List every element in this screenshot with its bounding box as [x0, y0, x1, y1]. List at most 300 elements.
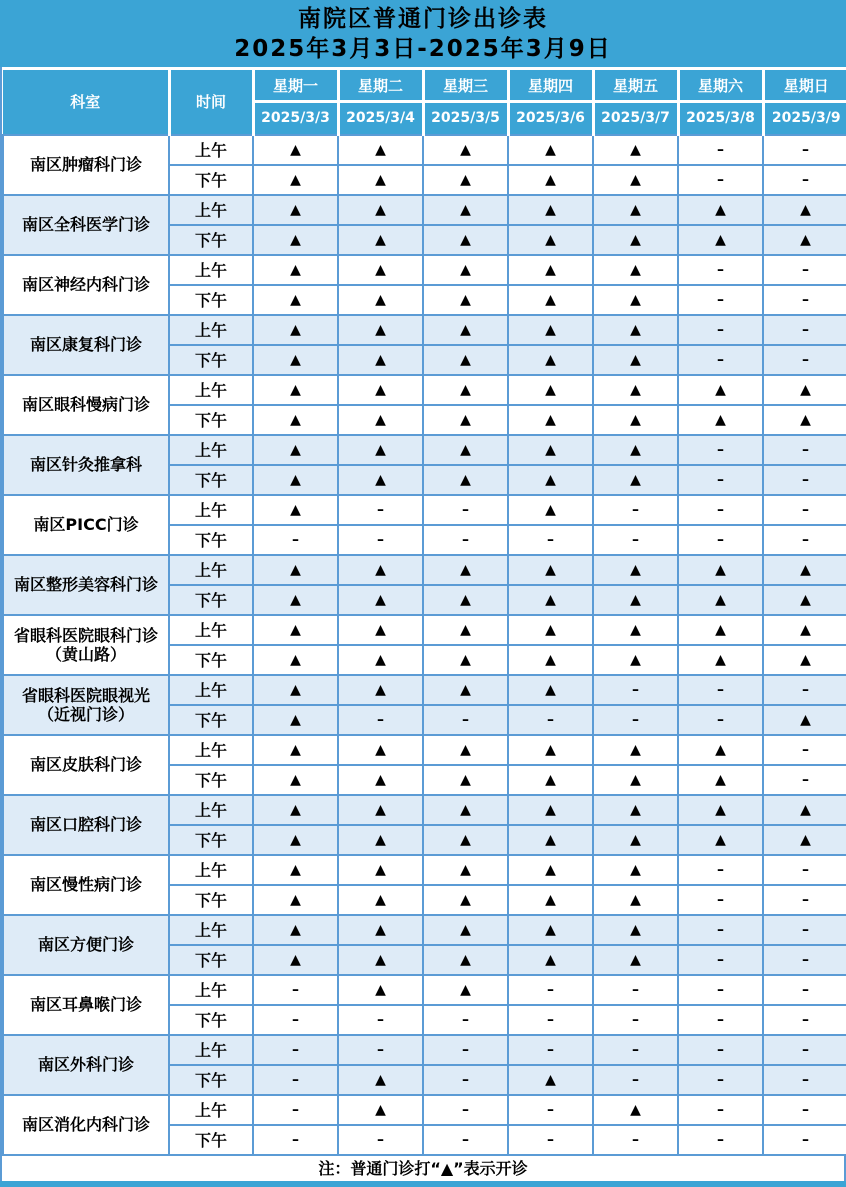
- open-mark: ▲: [253, 135, 338, 165]
- open-mark: ▲: [678, 585, 763, 615]
- session-label: 上午: [169, 675, 253, 705]
- closed-mark: –: [593, 1065, 678, 1095]
- session-label: 上午: [169, 255, 253, 285]
- department-name: [3, 375, 169, 435]
- table-row: [3, 915, 846, 945]
- closed-mark: –: [593, 975, 678, 1005]
- open-mark: ▲: [593, 1095, 678, 1125]
- open-mark: ▲: [338, 435, 423, 465]
- department-name: [3, 495, 169, 555]
- department-name: [3, 855, 169, 915]
- open-mark: ▲: [508, 465, 593, 495]
- open-mark: ▲: [253, 195, 338, 225]
- open-mark: ▲: [678, 555, 763, 585]
- closed-mark: –: [678, 1065, 763, 1095]
- department-name-line: 南区神经内科门诊: [21, 275, 150, 294]
- department-name: [3, 1095, 169, 1155]
- closed-mark: –: [508, 1125, 593, 1155]
- bottom-border-strip: [0, 1181, 846, 1187]
- open-mark: ▲: [508, 615, 593, 645]
- open-mark: ▲: [253, 405, 338, 435]
- open-mark: ▲: [338, 645, 423, 675]
- session-label: 上午: [169, 975, 253, 1005]
- closed-mark: –: [678, 945, 763, 975]
- open-mark: ▲: [338, 1095, 423, 1125]
- department-name-line: 南区整形美容科门诊: [13, 575, 158, 594]
- weekday-header: 星期日: [763, 69, 846, 102]
- open-mark: ▲: [678, 195, 763, 225]
- open-mark: ▲: [423, 345, 508, 375]
- department-name: [3, 195, 169, 255]
- open-mark: ▲: [253, 915, 338, 945]
- open-mark: ▲: [423, 375, 508, 405]
- session-label: 下午: [169, 645, 253, 675]
- open-mark: ▲: [678, 735, 763, 765]
- department-name-line: 省眼科医院眼科门诊: [13, 625, 158, 645]
- date-header: 2025/3/7: [593, 102, 678, 135]
- open-mark: ▲: [253, 735, 338, 765]
- session-label: 下午: [169, 405, 253, 435]
- open-mark: ▲: [763, 615, 846, 645]
- open-mark: ▲: [508, 675, 593, 705]
- table-row: [3, 675, 846, 705]
- closed-mark: –: [678, 855, 763, 885]
- closed-mark: –: [763, 165, 846, 195]
- closed-mark: –: [763, 675, 846, 705]
- closed-mark: –: [763, 945, 846, 975]
- open-mark: ▲: [253, 225, 338, 255]
- open-mark: ▲: [338, 195, 423, 225]
- department-name-line: 南区外科门诊: [37, 1055, 134, 1074]
- open-mark: ▲: [508, 555, 593, 585]
- closed-mark: –: [593, 495, 678, 525]
- open-mark: ▲: [593, 885, 678, 915]
- open-mark: ▲: [338, 825, 423, 855]
- closed-mark: –: [678, 675, 763, 705]
- table-row: [3, 195, 846, 225]
- open-mark: ▲: [253, 765, 338, 795]
- department-name: [3, 735, 169, 795]
- closed-mark: –: [253, 1095, 338, 1125]
- open-mark: ▲: [423, 825, 508, 855]
- weekday-header: 星期二: [338, 69, 423, 102]
- open-mark: ▲: [253, 945, 338, 975]
- open-mark: ▲: [508, 735, 593, 765]
- open-mark: ▲: [678, 615, 763, 645]
- department-name-line: （近视门诊）: [37, 704, 134, 724]
- department-name-line: （黄山路）: [45, 644, 126, 664]
- weekday-header: 星期五: [593, 69, 678, 102]
- open-mark: ▲: [253, 285, 338, 315]
- department-name-line: 南区口腔科门诊: [29, 815, 142, 834]
- open-mark: ▲: [253, 375, 338, 405]
- open-mark: ▲: [338, 1065, 423, 1095]
- open-mark: ▲: [508, 495, 593, 525]
- open-mark: ▲: [508, 795, 593, 825]
- department-name: [3, 555, 169, 615]
- open-mark: ▲: [423, 765, 508, 795]
- closed-mark: –: [678, 1005, 763, 1035]
- session-label: 下午: [169, 1125, 253, 1155]
- open-mark: ▲: [593, 555, 678, 585]
- schedule-table: [2, 67, 846, 1156]
- open-mark: ▲: [338, 315, 423, 345]
- open-mark: ▲: [338, 375, 423, 405]
- department-name-line: 南区消化内科门诊: [21, 1115, 150, 1134]
- closed-mark: –: [508, 1035, 593, 1065]
- session-label: 下午: [169, 1065, 253, 1095]
- closed-mark: –: [593, 1035, 678, 1065]
- session-label: 下午: [169, 885, 253, 915]
- schedule-table-wrap: [0, 67, 846, 1156]
- open-mark: ▲: [593, 585, 678, 615]
- open-mark: ▲: [593, 735, 678, 765]
- open-mark: ▲: [593, 225, 678, 255]
- session-label: 上午: [169, 315, 253, 345]
- open-mark: ▲: [508, 345, 593, 375]
- closed-mark: –: [763, 915, 846, 945]
- department-name: [3, 255, 169, 315]
- open-mark: ▲: [253, 585, 338, 615]
- session-label: 上午: [169, 1035, 253, 1065]
- department-name-line: 南区方便门诊: [37, 935, 134, 954]
- closed-mark: –: [338, 495, 423, 525]
- table-row: [3, 255, 846, 285]
- date-header: 2025/3/9: [763, 102, 846, 135]
- closed-mark: –: [678, 1125, 763, 1155]
- open-mark: ▲: [508, 405, 593, 435]
- open-mark: ▲: [423, 975, 508, 1005]
- open-mark: ▲: [253, 615, 338, 645]
- table-row: [3, 555, 846, 585]
- open-mark: ▲: [338, 885, 423, 915]
- closed-mark: –: [678, 915, 763, 945]
- closed-mark: –: [763, 255, 846, 285]
- open-mark: ▲: [593, 255, 678, 285]
- open-mark: ▲: [423, 585, 508, 615]
- closed-mark: –: [763, 465, 846, 495]
- closed-mark: –: [338, 705, 423, 735]
- closed-mark: –: [678, 885, 763, 915]
- closed-mark: –: [763, 975, 846, 1005]
- open-mark: ▲: [593, 195, 678, 225]
- open-mark: ▲: [253, 825, 338, 855]
- weekday-header: 星期四: [508, 69, 593, 102]
- session-label: 上午: [169, 615, 253, 645]
- open-mark: ▲: [508, 585, 593, 615]
- department-name: [3, 675, 169, 735]
- open-mark: ▲: [338, 135, 423, 165]
- closed-mark: –: [338, 1005, 423, 1035]
- closed-mark: –: [508, 705, 593, 735]
- table-body: [3, 135, 846, 1155]
- open-mark: ▲: [423, 915, 508, 945]
- table-row: [3, 1035, 846, 1065]
- date-header: 2025/3/5: [423, 102, 508, 135]
- closed-mark: –: [678, 135, 763, 165]
- open-mark: ▲: [338, 345, 423, 375]
- closed-mark: –: [678, 285, 763, 315]
- closed-mark: –: [593, 525, 678, 555]
- session-label: 下午: [169, 225, 253, 255]
- time-column-header: 时间: [169, 69, 253, 135]
- open-mark: ▲: [763, 825, 846, 855]
- department-name-line: 南区皮肤科门诊: [29, 755, 142, 774]
- closed-mark: –: [763, 885, 846, 915]
- open-mark: ▲: [508, 825, 593, 855]
- department-name-line: 南区PICC门诊: [33, 515, 139, 534]
- closed-mark: –: [253, 1035, 338, 1065]
- open-mark: ▲: [763, 645, 846, 675]
- open-mark: ▲: [338, 405, 423, 435]
- session-label: 下午: [169, 765, 253, 795]
- closed-mark: –: [678, 705, 763, 735]
- open-mark: ▲: [593, 405, 678, 435]
- open-mark: ▲: [423, 135, 508, 165]
- closed-mark: –: [338, 1125, 423, 1155]
- closed-mark: –: [678, 1035, 763, 1065]
- open-mark: ▲: [678, 225, 763, 255]
- date-header: 2025/3/4: [338, 102, 423, 135]
- table-row: [3, 315, 846, 345]
- session-label: 下午: [169, 945, 253, 975]
- open-mark: ▲: [593, 795, 678, 825]
- page-title: [0, 0, 846, 67]
- open-mark: ▲: [338, 225, 423, 255]
- session-label: 下午: [169, 705, 253, 735]
- table-row: [3, 795, 846, 825]
- open-mark: ▲: [423, 735, 508, 765]
- open-mark: ▲: [423, 195, 508, 225]
- open-mark: ▲: [338, 585, 423, 615]
- closed-mark: –: [678, 435, 763, 465]
- table-row: [3, 435, 846, 465]
- department-name-line: 南区慢性病门诊: [29, 875, 142, 894]
- department-name: [3, 795, 169, 855]
- session-label: 下午: [169, 285, 253, 315]
- closed-mark: –: [508, 1095, 593, 1125]
- open-mark: ▲: [338, 915, 423, 945]
- closed-mark: –: [423, 1125, 508, 1155]
- table-row: [3, 1095, 846, 1125]
- open-mark: ▲: [508, 915, 593, 945]
- open-mark: ▲: [338, 255, 423, 285]
- closed-mark: –: [678, 465, 763, 495]
- department-name-line: 南区全科医学门诊: [21, 215, 150, 234]
- header-weekday-row: [3, 69, 846, 102]
- open-mark: ▲: [593, 645, 678, 675]
- date-header: 2025/3/8: [678, 102, 763, 135]
- dept-column-header: 科室: [3, 69, 169, 135]
- open-mark: ▲: [678, 375, 763, 405]
- closed-mark: –: [423, 705, 508, 735]
- open-mark: ▲: [593, 615, 678, 645]
- closed-mark: –: [253, 975, 338, 1005]
- department-name: [3, 435, 169, 495]
- weekday-header: 星期一: [253, 69, 338, 102]
- open-mark: ▲: [338, 285, 423, 315]
- session-label: 下午: [169, 825, 253, 855]
- closed-mark: –: [763, 345, 846, 375]
- session-label: 上午: [169, 555, 253, 585]
- title-line1: 南院区普通门诊出诊表: [298, 5, 548, 32]
- session-label: 下午: [169, 585, 253, 615]
- table-row: [3, 375, 846, 405]
- department-name-line: 南区耳鼻喉门诊: [29, 995, 142, 1014]
- session-label: 上午: [169, 135, 253, 165]
- closed-mark: –: [678, 315, 763, 345]
- open-mark: ▲: [423, 795, 508, 825]
- open-mark: ▲: [763, 705, 846, 735]
- open-mark: ▲: [678, 765, 763, 795]
- session-label: 上午: [169, 495, 253, 525]
- department-name: [3, 135, 169, 195]
- closed-mark: –: [253, 525, 338, 555]
- closed-mark: –: [678, 255, 763, 285]
- open-mark: ▲: [338, 945, 423, 975]
- open-mark: ▲: [763, 585, 846, 615]
- closed-mark: –: [423, 525, 508, 555]
- date-header: 2025/3/6: [508, 102, 593, 135]
- open-mark: ▲: [593, 285, 678, 315]
- closed-mark: –: [593, 675, 678, 705]
- open-mark: ▲: [423, 675, 508, 705]
- department-name-line: 南区肿瘤科门诊: [29, 155, 142, 174]
- open-mark: ▲: [423, 225, 508, 255]
- closed-mark: –: [508, 525, 593, 555]
- open-mark: ▲: [508, 375, 593, 405]
- session-label: 上午: [169, 795, 253, 825]
- weekday-header: 星期三: [423, 69, 508, 102]
- open-mark: ▲: [423, 555, 508, 585]
- open-mark: ▲: [508, 135, 593, 165]
- closed-mark: –: [763, 1125, 846, 1155]
- open-mark: ▲: [763, 375, 846, 405]
- open-mark: ▲: [423, 165, 508, 195]
- closed-mark: –: [763, 525, 846, 555]
- open-mark: ▲: [338, 975, 423, 1005]
- table-row: [3, 735, 846, 765]
- open-mark: ▲: [593, 135, 678, 165]
- open-mark: ▲: [593, 375, 678, 405]
- session-label: 下午: [169, 345, 253, 375]
- open-mark: ▲: [423, 885, 508, 915]
- open-mark: ▲: [508, 945, 593, 975]
- open-mark: ▲: [508, 165, 593, 195]
- open-mark: ▲: [253, 315, 338, 345]
- closed-mark: –: [338, 1035, 423, 1065]
- closed-mark: –: [678, 165, 763, 195]
- open-mark: ▲: [593, 315, 678, 345]
- open-mark: ▲: [423, 945, 508, 975]
- open-mark: ▲: [593, 945, 678, 975]
- open-mark: ▲: [593, 825, 678, 855]
- session-label: 上午: [169, 915, 253, 945]
- open-mark: ▲: [253, 705, 338, 735]
- open-mark: ▲: [423, 465, 508, 495]
- closed-mark: –: [423, 1005, 508, 1035]
- table-row: [3, 975, 846, 1005]
- open-mark: ▲: [508, 885, 593, 915]
- open-mark: ▲: [678, 795, 763, 825]
- open-mark: ▲: [423, 435, 508, 465]
- session-label: 下午: [169, 465, 253, 495]
- open-mark: ▲: [423, 285, 508, 315]
- table-row: [3, 135, 846, 165]
- closed-mark: –: [763, 435, 846, 465]
- open-mark: ▲: [338, 855, 423, 885]
- department-name: [3, 615, 169, 675]
- open-mark: ▲: [678, 825, 763, 855]
- closed-mark: –: [678, 975, 763, 1005]
- closed-mark: –: [678, 525, 763, 555]
- session-label: 上午: [169, 855, 253, 885]
- closed-mark: –: [763, 1065, 846, 1095]
- session-label: 上午: [169, 1095, 253, 1125]
- open-mark: ▲: [593, 465, 678, 495]
- closed-mark: –: [423, 1035, 508, 1065]
- open-mark: ▲: [253, 855, 338, 885]
- closed-mark: –: [763, 285, 846, 315]
- open-mark: ▲: [593, 915, 678, 945]
- open-mark: ▲: [678, 405, 763, 435]
- open-mark: ▲: [763, 225, 846, 255]
- closed-mark: –: [508, 1005, 593, 1035]
- open-mark: ▲: [508, 1065, 593, 1095]
- open-mark: ▲: [338, 765, 423, 795]
- open-mark: ▲: [593, 765, 678, 795]
- closed-mark: –: [678, 1095, 763, 1125]
- open-mark: ▲: [508, 285, 593, 315]
- open-mark: ▲: [253, 885, 338, 915]
- department-name-line: 南区针灸推拿科: [29, 455, 142, 474]
- open-mark: ▲: [763, 405, 846, 435]
- open-mark: ▲: [253, 345, 338, 375]
- closed-mark: –: [763, 315, 846, 345]
- open-mark: ▲: [338, 465, 423, 495]
- open-mark: ▲: [423, 855, 508, 885]
- weekday-header: 星期六: [678, 69, 763, 102]
- open-mark: ▲: [423, 645, 508, 675]
- open-mark: ▲: [423, 315, 508, 345]
- closed-mark: –: [678, 495, 763, 525]
- open-mark: ▲: [338, 735, 423, 765]
- open-mark: ▲: [253, 675, 338, 705]
- open-mark: ▲: [763, 195, 846, 225]
- session-label: 上午: [169, 735, 253, 765]
- open-mark: ▲: [508, 645, 593, 675]
- department-name: [3, 915, 169, 975]
- table-row: [3, 855, 846, 885]
- open-mark: ▲: [338, 615, 423, 645]
- open-mark: ▲: [508, 255, 593, 285]
- closed-mark: –: [423, 1065, 508, 1095]
- open-mark: ▲: [508, 765, 593, 795]
- title-line2: 2025年3月3日-2025年3月9日: [234, 35, 612, 62]
- closed-mark: –: [338, 525, 423, 555]
- department-name: [3, 975, 169, 1035]
- closed-mark: –: [423, 495, 508, 525]
- closed-mark: –: [763, 765, 846, 795]
- closed-mark: –: [253, 1005, 338, 1035]
- open-mark: ▲: [253, 555, 338, 585]
- department-name: [3, 315, 169, 375]
- session-label: 上午: [169, 195, 253, 225]
- table-row: [3, 495, 846, 525]
- open-mark: ▲: [338, 165, 423, 195]
- department-name-line: 南区眼科慢病门诊: [21, 395, 150, 414]
- closed-mark: –: [593, 1125, 678, 1155]
